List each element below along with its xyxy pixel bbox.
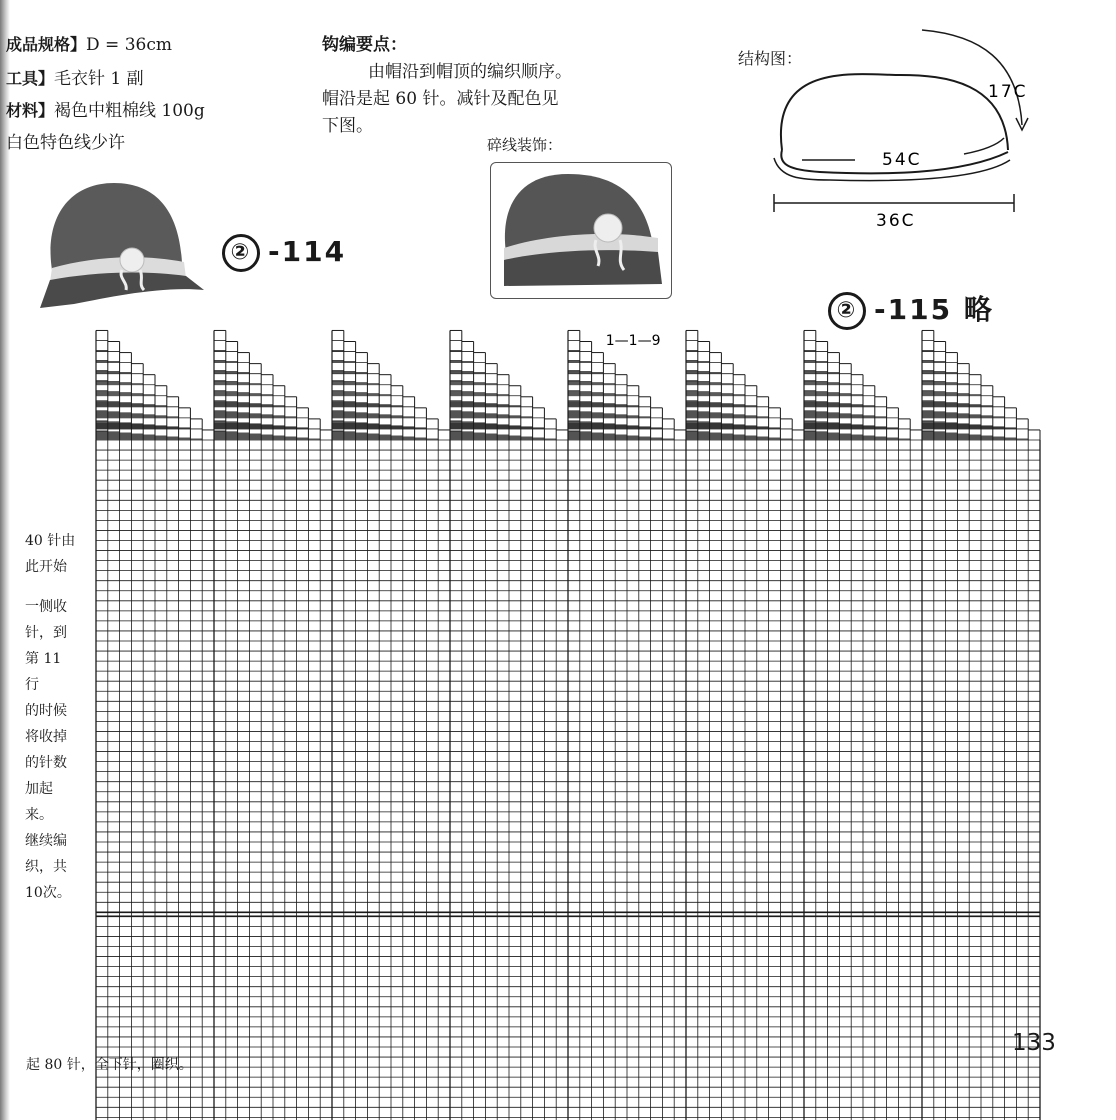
code-115-text: -115 略 [874, 293, 994, 326]
side-note-line: 第 11 行 [25, 651, 62, 693]
side-note-line: 织，共 [25, 859, 67, 875]
page-number: 133 [1012, 1030, 1056, 1056]
code-114-text: -114 [268, 235, 347, 268]
side-note-line: 此开始 [25, 559, 67, 575]
circumference-text: 54C [882, 150, 922, 170]
spec-tools-value: 毛衣针 1 副 [54, 69, 144, 89]
decoration-label: 碎线装饰： [487, 136, 563, 154]
side-note-line: 针，到 [25, 625, 67, 641]
spec-material-extra: 白色特色线少许 [6, 133, 125, 153]
decrease-rule-label: 1—1—9 [605, 333, 661, 349]
width-text: 36C [876, 211, 916, 231]
spec-size-value: D = 36cm [86, 35, 172, 55]
notes-line-2: 帽沿是起 60 针。减针及配色见 [322, 89, 559, 109]
side-note-line: 将收掉 [25, 729, 67, 745]
spec-material-value: 褐色中粗棉线 100g [54, 101, 205, 121]
spec-size-key: 成品规格】 [6, 35, 87, 54]
notes-title: 钩编要点： [322, 35, 407, 55]
structure-label: 结构图： [738, 49, 803, 68]
notes-line-3: 下图。 [322, 116, 373, 136]
side-note-line: 的时候 [25, 703, 67, 719]
side-note-line: 继续编 [25, 833, 67, 849]
code-114-circle: ② [222, 234, 260, 272]
side-note-line: 一侧收 [25, 599, 67, 615]
spec-tools-key: 工具】 [6, 69, 55, 88]
side-note-line: 的针数 [25, 755, 67, 771]
side-note-line: 10次。 [25, 885, 71, 901]
bottom-note: 起 80 针，全下针，圈织。 [26, 1057, 193, 1073]
code-115-circle: ② [828, 292, 866, 330]
spec-material-key: 材料】 [6, 101, 55, 120]
side-note [25, 528, 77, 906]
side-note-line: 加起来。 [25, 781, 53, 823]
side-note-line: 40 针由 [25, 533, 76, 549]
notes-line-1: 由帽沿到帽顶的编织顺序。 [368, 62, 572, 82]
top-measure-text: 17C [988, 82, 1028, 102]
